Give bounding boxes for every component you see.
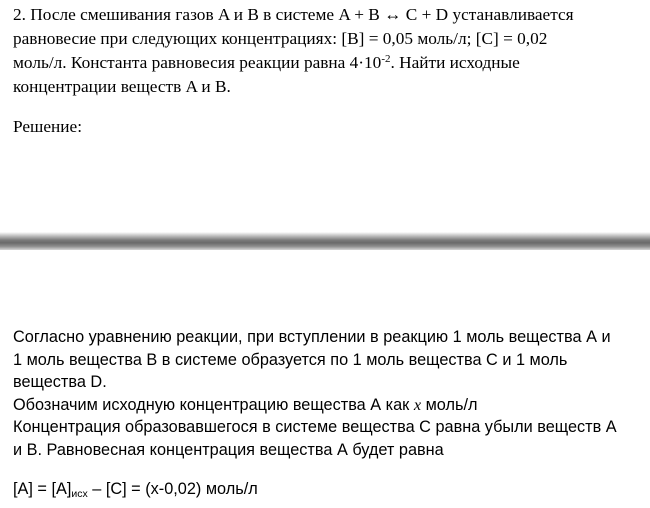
formula-lhs: [A] = [A]: [13, 480, 72, 498]
problem-line: концентрации веществ A и B.: [13, 77, 231, 96]
paragraph-reaction: [13, 326, 635, 394]
solution-label: Решение:: [13, 117, 82, 136]
body-line: и В. Равновесная концентрация вещества А будет равна: [13, 440, 444, 459]
page-divider: [0, 232, 650, 250]
body-line: вещества D.: [13, 373, 107, 391]
problem-statement: [13, 3, 635, 99]
body-line: Согласно уравнению реакции, при вступлении в реакцию 1 моль вещества А и: [13, 328, 611, 346]
body-text: Обозначим исходную концентрацию вещества А как: [13, 395, 414, 414]
body-line: Концентрация образовавшегося в системе вещества С равна убыли веществ А: [13, 418, 617, 436]
problem-line: равновесие при следующих концентрациях: [B] = 0,05 моль/л; [C] = 0,02: [13, 29, 548, 48]
problem-text: моль/л. Константа равновесия реакции равна 4·10: [13, 53, 382, 72]
problem-line: 2. После смешивания газов A и B в системе A + B ↔ C + D устанавливается: [13, 5, 574, 24]
formula-subscript: исх: [71, 488, 88, 500]
problem-text: . Найти исходные: [390, 53, 520, 72]
problem-line: [13, 51, 635, 75]
body-text: моль/л: [421, 395, 478, 414]
equilibrium-formula: [13, 478, 258, 500]
body-line: 1 моль вещества В в системе образуется по 1 моль вещества С и 1 моль: [13, 350, 568, 369]
paragraph-equilibrium: [13, 416, 635, 461]
variable-x: x: [413, 394, 422, 414]
formula-rhs: – [C] = (x-0,02) моль/л: [87, 480, 258, 498]
exponent: -2: [381, 53, 391, 65]
paragraph-notation: [13, 394, 635, 417]
solution-body: [13, 326, 635, 461]
